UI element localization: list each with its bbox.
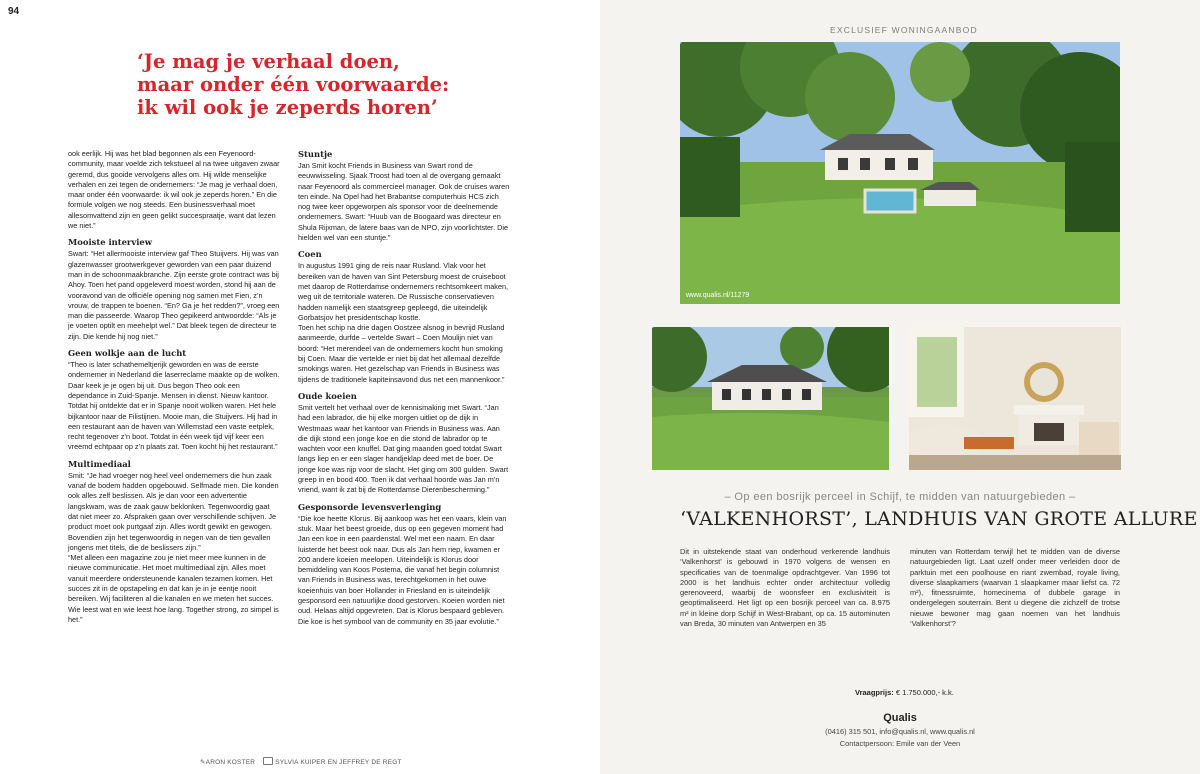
paragraph-multimediaal-1: Smit: “Je had vroeger nog heel veel ondernemers die hun zaak vanaf de bodem hadden opgebouwd. Selfmade men. Die konden ook alles zelf beslissen. Als je dan voor een advertentie langskwam, was de zaak gauw beklonken. Tegenwoordig gaat dat niet meer zo. Afspraken gaan over verschillende schijven. Je product moet ook purtgaaf zijn. Alles wordt gewikt en gewogen. Bovendien zijn het tegenwoordig in negen van de tien gevallen jongens met titels, die de beslissers zijn.” <box>68 470 279 552</box>
camera-icon <box>263 757 273 765</box>
listing-body-column-2: minuten van Rotterdam terwijl het te midden van de diverse natuurgebieden ligt. Laat uzelf onder meer verleiden door de parktuin met een poolhouse en riant zwembad, royale living, diverse slaapkamers (waarvan 1 slaapkamer maar liefst ca. 72 m²), fitnessruimte, homecinema of dubbele garage in ondergelegen souterrain. Bent u diegene die zichzelf de trotse nieuwe bewoner mag gaan noemen van het landhuis ‘Valkenhorst’? <box>910 547 1120 629</box>
page-number: 94 <box>8 6 20 17</box>
paragraph-geen-wolkje: “Theo is later schathemeltjerijk geworden en was de eerste ondernemer in Nederland die laserreclame maakte op de wolken. Daar keek je je ogen bij uit. Dus begon Theo ook een dependance in Zuid-Spanje. Mensen in dienst. Nieuw kantoor. Totdat hij ontdekte dat er in Spanje nooit wolken waren. Het hele bijkantoor naar de Filistijnen. Mooie man, die Stuijvers. Hij had in een restaurant aan de haven van Willemstad een vaste eetplek, recht tegenover z’n boot. Totdat in één week tijd vijf keer een vreemd echtpaar op z’n plaats zat. Toen kocht hij het restaurant.” <box>68 360 280 452</box>
pen-icon: ✎ <box>200 759 206 766</box>
article-credits <box>200 757 402 766</box>
heading-stuntje: Stuntje <box>298 149 333 159</box>
heading-oude-koeien: Oude koeien <box>298 390 357 401</box>
agent-block <box>680 712 1120 748</box>
paragraph-gesponsorde: “Die koe heette Klorus. Bij aankoop was het een vaars, klein van stuk. Maar het beest groeide, dus op een gegeven moment had Jan een koe in een paardenstal. Wel met een naam. En daar luisterde het beest ook naar. Dus als Jan hem riep, kwamen er 200 andere koeien meelopen. Uiteindelijk is Klorus door bemiddeling van Koos Postema, die vanaf het begin columnist van Friends in Business was, terechtgekomen in het ouwe koeienhuis van boer Hollander in Friesland en is uiteindelijk gesponsord een natuurlijke dood gestorven. Koeien worden niet oud. Helaas altijd opgevreten. Dat is Klorus bespaard gebleven. Die koe is het symbool van de community en 35 jaar evolutie.” <box>298 513 507 626</box>
heading-multimediaal: Multimediaal <box>68 458 131 469</box>
headline-line-3: ik wil ook je zeperds horen’ <box>137 96 438 119</box>
article-column-1 <box>68 149 280 625</box>
agent-contact-person: Contactpersoon: Emile van der Veen <box>839 739 961 748</box>
interior-photo <box>909 327 1121 470</box>
heading-geen-wolkje: Geen wolkje aan de lucht <box>68 348 187 359</box>
listing-subtitle: – Op een bosrijk perceel in Schijf, te midden van natuurgebieden – <box>724 491 1076 503</box>
exterior-photo <box>652 327 889 470</box>
intro-paragraph: ook eerlijk. Hij was het blad begonnen als een Feyenoord-community, maar voelde zich tekstueel al na twee uitgaven zwaar geremd, dus gooide vervolgens alles om. Hij wilde menselijke verhalen en zei tegen de ondernemers: “Je mag je verhaal doen, maar onder één voorwaarde: ik wil ook je zeperds horen.” En die formule volgen we nog steeds. Een businessverhaal moet allesomvattend zijn en geen gelikt succespraatje, want dat lezen we niet.” <box>68 149 280 231</box>
listing-title: ‘VALKENHORST’, LANDHUIS VAN GROTE ALLURE <box>680 508 1198 530</box>
article-column-2 <box>298 149 510 627</box>
headline-line-1: ‘Je mag je verhaal doen, <box>137 50 400 73</box>
photo-credit-watermark: www.qualis.nl/11279 <box>686 292 750 299</box>
agent-name: Qualis <box>883 712 917 724</box>
headline-line-2: maar onder één voorwaarde: <box>137 73 450 96</box>
price-value: € 1.750.000,- k.k. <box>895 688 954 697</box>
listing-body-column-1: Dit in uitstekende staat van onderhoud verkerende landhuis ‘Valkenhorst’ is gebouwd in 1970 volgens de wensen en specificaties van de toenmalige opdrachtgever. Van 1996 tot 2000 is het landhuis echter onder architectuur volledig gerenoveerd, waarbij de woonsfeer en exclusiviteit is geoptimaliseerd. Het ligt op een bosrijk perceel van ca. 8.975 m² in kleine dorp Schijf in West-Brabant, op ca. 15 autominuten van Breda, 30 minuten van Antwerpen en 35 <box>680 547 890 629</box>
asking-price <box>855 688 954 697</box>
photographer-credit: SYLVIA KUIPER EN JEFFREY DE REGT <box>275 759 402 766</box>
main-property-photo <box>680 42 1120 304</box>
writer-credit: ARON KOSTER <box>205 759 256 766</box>
agent-contact: (0416) 315 501, info@qualis.nl, www.qualis.nl <box>825 727 975 736</box>
price-label: Vraagprijs: <box>855 688 894 697</box>
paragraph-oude-koeien: Smit vertelt het verhaal over de kennismaking met Swart. “Jan had een labrador, die hij elke morgen uitliet op de dijk in Westmaas waar het kantoor van Friends in Business was. Aan die dijk stond een jonge koe en die stond de labrador op te wachten voor een knuffel. Dat ging maanden goed totdat Swart langs liep en er een slager handjeklap deed met de boer. De jonge koe was rijp voor de slacht. Het ging om 300 gulden. Swart greep in en bood 400. Toen ik dat verhaal hoorde was Jan m’n vriend, want ik zat bij de Rotterdamse Dierenbescherming.” <box>298 402 509 495</box>
heading-mooiste-interview: Mooiste interview <box>68 237 152 248</box>
pull-quote-headline <box>137 50 537 119</box>
paragraph-stuntje: Jan Smit kocht Friends in Business van Swart rond de eeuwwisseling. Sjaak Troost had toen al de overgang gemaakt naar Feyenoord als commercieel manager. Ook de cruises waren ten einde. Na Opel had het Brabantse computerhuis HCS zich nog twee keer opgeworpen als sponsor voor de deelnemende ondernemers. Swart: “Huub van de Boogaard was directeur en Shula Rijxman, de latere baas van de NPO, zijn voorlichtster. Die hielden wel van een stuntje.” <box>298 161 510 243</box>
paragraph-multimediaal-2: “Met alleen een magazine zou je niet meer mee kunnen in de nieuwe communicatie. Het moet multimediaal zijn. Alles moet vanuit meerdere ondersteunende kanalen tezamen komen. Het succes zit in de opstapeling en dat kan je in je eentje nooit bereiken. Wij faciliteren al die kanalen en we meten het succes. Wie leest wat en wie leest hoe lang. Together strong, zo simpel is het.” <box>68 553 279 624</box>
paragraph-coen-2: Toen het schip na drie dagen Oostzee alsnog in bevrijd Rusland aanmeerde, durfde – vertelde Swart – Coen Moulijn niet van boord: “Het merendeel van de ondernemers kocht hun smoking bij Coen. Maar die vertelde er niet bij dat het allemaal dezelfde smokings waren. Het gezelschap van Friends in Business was tijdens de traditionele kapiteinsavond dus net een mannenkoor.” <box>298 323 505 384</box>
paragraph-coen-1: In augustus 1991 ging de reis naar Rusland. Vlak voor het bereiken van de haven van Sint Petersburg moest de cruiseboot met daarop de Rotterdamse ondernemers rechtsomkeert maken, weg uit de territoriale wateren. De Russische conservatieven hadden namelijk een staatsgreep gepleegd, die uiteindelijk Gorbatsjov het presidentschap kostte. <box>298 261 509 322</box>
heading-gesponsorde: Gesponsorde levensverlenging <box>298 501 442 512</box>
paragraph-mooiste-interview: Swart: “Het allermooiste interview gaf Theo Stuijvers. Hij was van glazenwasser grootwerkgever geworden van een paar duizend man in de schoonmaakbranche. Zijn eerste grote contract was bij Ahoy. Toen het pand opgeleverd moest worden, stond hij aan de vooravond van de officiële opening nog samen met Fien, z’n vrouw, de trappen te boenen. “En? Ga je het redden?”, vroeg een man die passeerde. Waarop Theo gepikeerd antwoordde: “Als je je voeten optilt en meehelpt wel.” Dat bleek tegen de directeur te zijn. Die kende hij nog niet.” <box>68 249 280 341</box>
section-label: EXCLUSIEF WONINGAANBOD <box>830 25 978 35</box>
heading-coen: Coen <box>298 249 322 260</box>
